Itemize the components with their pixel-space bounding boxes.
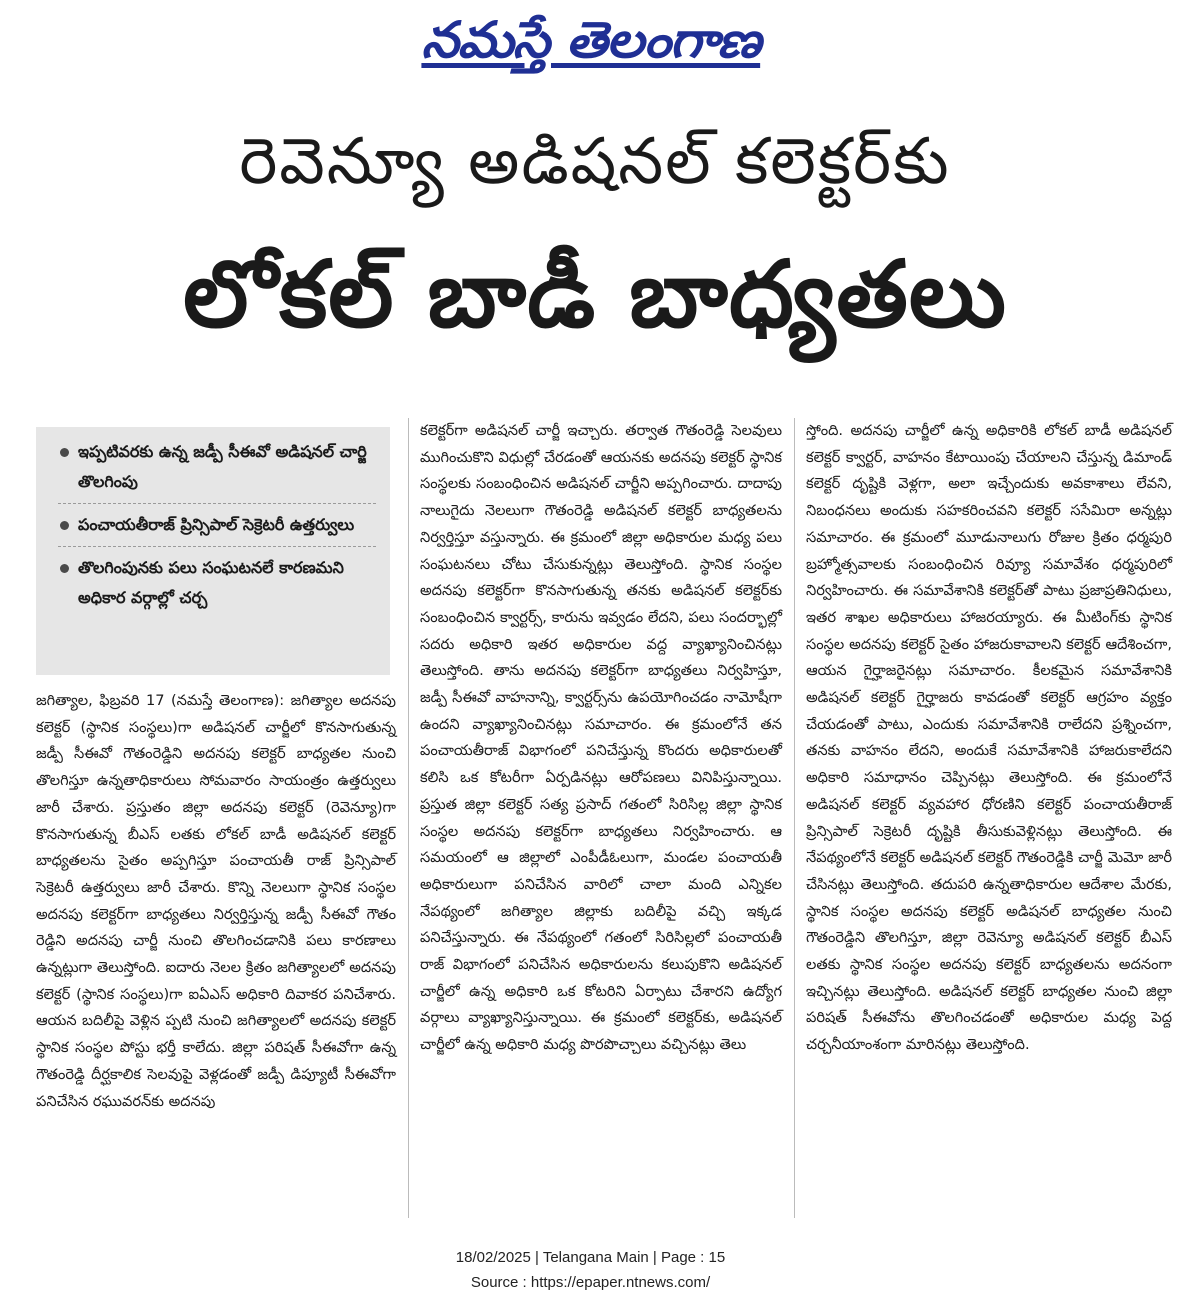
highlight-item: పంచాయతీరాజ్ ప్రిన్సిపాల్ సెక్రెటరీ ఉత్తర్వులు [58,510,376,547]
article-column-2: కలెక్టర్‌గా అడిషనల్ చార్జీ ఇచ్చారు. తర్వాత గౌతంరెడ్డి సెలవులు ముగించుకొని విధుల్లో చేరడంతో ఆయనకు అదనపు కలెక్టర్ స్థానిక సంస్థలకు సంబంధించిన అడిషనల్ చార్జీని అప్పగించారు. దాదాపు నాలుగైదు నెలలుగా గౌతంరెడ్డి అడిషనల్ కలెక్టర్ బాధ్యతలను నిర్వర్తిస్తూ వస్తున్నారు. ఈ క్రమంలో జిల్లా అధికారుల మధ్య పలు సంఘటనలు చోటు చేసుకున్నట్లు తెలుస్తోంది. స్థానిక సంస్థల అదనపు కలెక్టర్‌గా కొనసాగుతున్న తనకు అడిషనల్ కలెక్టర్‌కు సంబంధించిన క్వార్టర్స్, కారును ఇవ్వడం లేదని, పలు సందర్భాల్లో సదరు అధికారి ఇతర అధికారుల వద్ద వ్యాఖ్యానించినట్లు తెలుస్తోంది. తాను అదనపు కలెక్టర్‌గా బాధ్యతలు నిర్వహిస్తూ, జడ్పీ సీఈవో వాహనాన్ని, క్వార్టర్స్‌ను ఉపయోగించడం నామోషీగా ఉందని వ్యాఖ్యానించినట్లు సమాచారం. ఈ క్రమంలోనే తన పంచాయతీరాజ్ విభాగంలో పనిచేస్తున్న కొందరు అధికారులతో కలిసి ఒక కోటరీగా ఏర్పడినట్లు ఆరోపణలు వినిపిస్తున్నాయి. ప్రస్తుత జిల్లా కలెక్టర్ సత్య ప్రసాద్ గతంలో సిరిసిల్ల జిల్లా స్థానిక సంస్థల అదనపు కలెక్టర్‌గా బాధ్యతలు నిర్వహించారు. ఆ సమయంలో ఆ జిల్లాలో ఎంపీడీఓలుగా, మండల పంచాయతీ అధికారులుగా పనిచేసిన వారిలో చాలా మంది ఎన్నికల నేపథ్యంలో జగిత్యాల జిల్లాకు బదిలీపై వచ్చి ఇక్కడ పనిచేస్తున్నారు. ఈ నేపథ్యంలో గతంలో సిరిసిల్లలో పంచాయతీ రాజ్ విభాగంలో పనిచేసిన అధికారులను కలుపుకొని అడిషనల్ చార్జీలో ఉన్న అధికారి ఒక కోటరిని ఏర్పాటు చేశారని ఉద్యోగ వర్గాలు వ్యాఖ్యానిస్తున్నాయి. ఈ క్రమంలో కలెక్టర్‌కు, అడిషనల్ చార్జీలో ఉన్న అధికారి మధ్య పొరపొచ్చాలు వచ్చినట్లు తెలు [420,422,782,1054]
masthead-logo [0,4,1181,76]
article-column-1: జగిత్యాల, ఫిబ్రవరి 17 (నమస్తే తెలంగాణ): జగిత్యాల అదనపు కలెక్టర్ (స్థానిక సంస్థలు)గా అడిషనల్ చార్జీలో కొనసాగుతున్న జడ్పీ సీఈవో గౌతంరెడ్డిని అదనపు కలెక్టర్ బాధ్యతల నుంచి తొలగిస్తూ ఉన్నతాధికారులు సోమవారం సాయంత్రం ఉత్తర్వులు జారీ చేశారు. ప్రస్తుతం జిల్లా అదనపు కలెక్టర్ (రెవెన్యూ)గా కొనసాగుతున్న బీఎస్ లతకు లోకల్ బాడీ అడిషనల్ కలెక్టర్ బాధ్యతలను సైతం అప్పగిస్తూ పంచాయతీ రాజ్ ప్రిన్సిపాల్ సెక్రెటరీ ఉత్తర్వులు జారీ చేశారు. కొన్ని నెలలుగా స్థానిక సంస్థల అదనపు కలెక్టర్‌గా బాధ్యతలు నిర్వర్తిస్తున్న జడ్పీ సీఈవో గౌతం రెడ్డిని అదనపు చార్జీ నుంచి తొలగించడానికి పలు కారణాలు ఉన్నట్లుగా తెలుస్తోంది. ఐదారు నెలల క్రితం జగిత్యాలలో అదనపు కలెక్టర్ (స్థానిక సంస్థలు)గా ఐఏఎస్ అధికారి దివాకర పనిచేశారు. ఆయన బదిలీపై వెళ్లిన ప్పటి నుంచి జగిత్యాలలో అదనపు కలెక్టర్ స్థానిక సంస్థల పోస్టు భర్తీ కాలేదు. జిల్లా పరిషత్ సీఈవోగా ఉన్న గౌతంరెడ్డి దీర్ఘకాలిక సెలవుపై వెళ్లడంతో జడ్పీ డిప్యూటీ సీఈవోగా పనిచేసిన రఘువరన్‌కు అదనపు [36,692,396,1110]
headline-line2: లోకల్ బాడీ బాధ్యతలు [183,241,1007,348]
article-column-3: స్తోంది. అదనపు చార్జీలో ఉన్న అధికారికి లోకల్ బాడీ అడిషనల్ కలెక్టర్ క్వార్టర్, వాహనం కేటాయింపు చేయాలని చేస్తున్న డిమాండ్ కలెక్టర్ దృష్టికి వెళ్లగా, అలా ఇచ్చేందుకు అవకాశాలు లేవని, నిబంధనలు అందుకు సహకరించవని కలెక్టర్ ససేమిరా అన్నట్లు సమాచారం. ఈ క్రమంలో మూడునాలుగు రోజుల క్రితం ధర్మపురి బ్రహ్మోత్సవాలకు సంబంధించిన రివ్యూ సమావేశం ధర్మపురిలో నిర్వహించారు. ఈ సమావేశానికి కలెక్టర్‌తో పాటు ప్రజాప్రతినిధులు, ఇతర శాఖల అధికారులు హాజరయ్యారు. ఈ మీటింగ్‌కు స్థానిక సంస్థల అదనపు కలెక్టర్ సైతం హాజరుకావాలని కలెక్టర్ ఆదేశించగా, ఆయన గైర్హాజరైనట్లు సమాచారం. కీలకమైన సమావేశానికి అడిషనల్ కలెక్టర్ గైర్హాజరు కావడంతో కలెక్టర్ ఆగ్రహం వ్యక్తం చేయడంతో పాటు, ఎందుకు సమావేశానికి రాలేదని ప్రశ్నించగా, తనకు వాహనం లేదని, అందుకే సమావేశానికి హాజరుకాలేదని అధికారి సమాధానం చెప్పినట్లు తెలుస్తోంది. ఈ క్రమంలోనే అడిషనల్ కలెక్టర్ వ్యవహార ధోరణిని కలెక్టర్ పంచాయతీరాజ్ ప్రిన్సిపాల్ సెక్రెటరీ దృష్టికి తీసుకువెళ్లినట్లు తెలుస్తోంది. ఈ నేపథ్యంలోనే కలెక్టర్ అడిషనల్ కలెక్టర్ గౌతంరెడ్డికి చార్జీ మెమో జారీ చేసినట్లు తెలుస్తోంది. తదుపరి ఉన్నతాధికారుల ఆదేశాల మేరకు, స్థానిక సంస్థల అదనపు కలెక్టర్ అడిషనల్ బాధ్యతల నుంచి గౌతంరెడ్డిని తొలగిస్తూ, జిల్లా రెవెన్యూ అడిషనల్ కలెక్టర్ బీఎస్ లతకు స్థానిక సంస్థల అదనపు కలెక్టర్ బాధ్యతలను అదనంగా ఇచ్చినట్లు తెలుస్తోంది. అడిషనల్ కలెక్టర్ బాధ్యతల నుంచి జిల్లా పరిషత్ సీఈవోను తొలగించడంతో అధికారుల మధ్య పెద్ద చర్చనీయాంశంగా మారినట్లు తెలుస్తోంది. [806,422,1172,1054]
highlights-box [36,427,390,675]
highlight-item: తొలగింపునకు పలు సంఘటనలే కారణమని అధికార వర్గాల్లో చర్చ [58,553,376,619]
column-divider [794,418,795,1218]
headline-line1: రెవెన్యూ అడిషనల్ కలెక్టర్‌కు [239,125,951,199]
footer-source-link[interactable]: Source : https://epaper.ntnews.com/ [470,1274,711,1291]
highlight-item: ఇప్పటివరకు ఉన్న జడ్పీ సీఈవో అడిషనల్ చార్జి తొలగింపు [58,437,376,504]
column-divider [408,418,409,1218]
masthead-title: నమస్తే తెలంగాణ [421,10,760,69]
footer-edition-info: 18/02/2025 | Telangana Main | Page : 15 [455,1249,726,1266]
